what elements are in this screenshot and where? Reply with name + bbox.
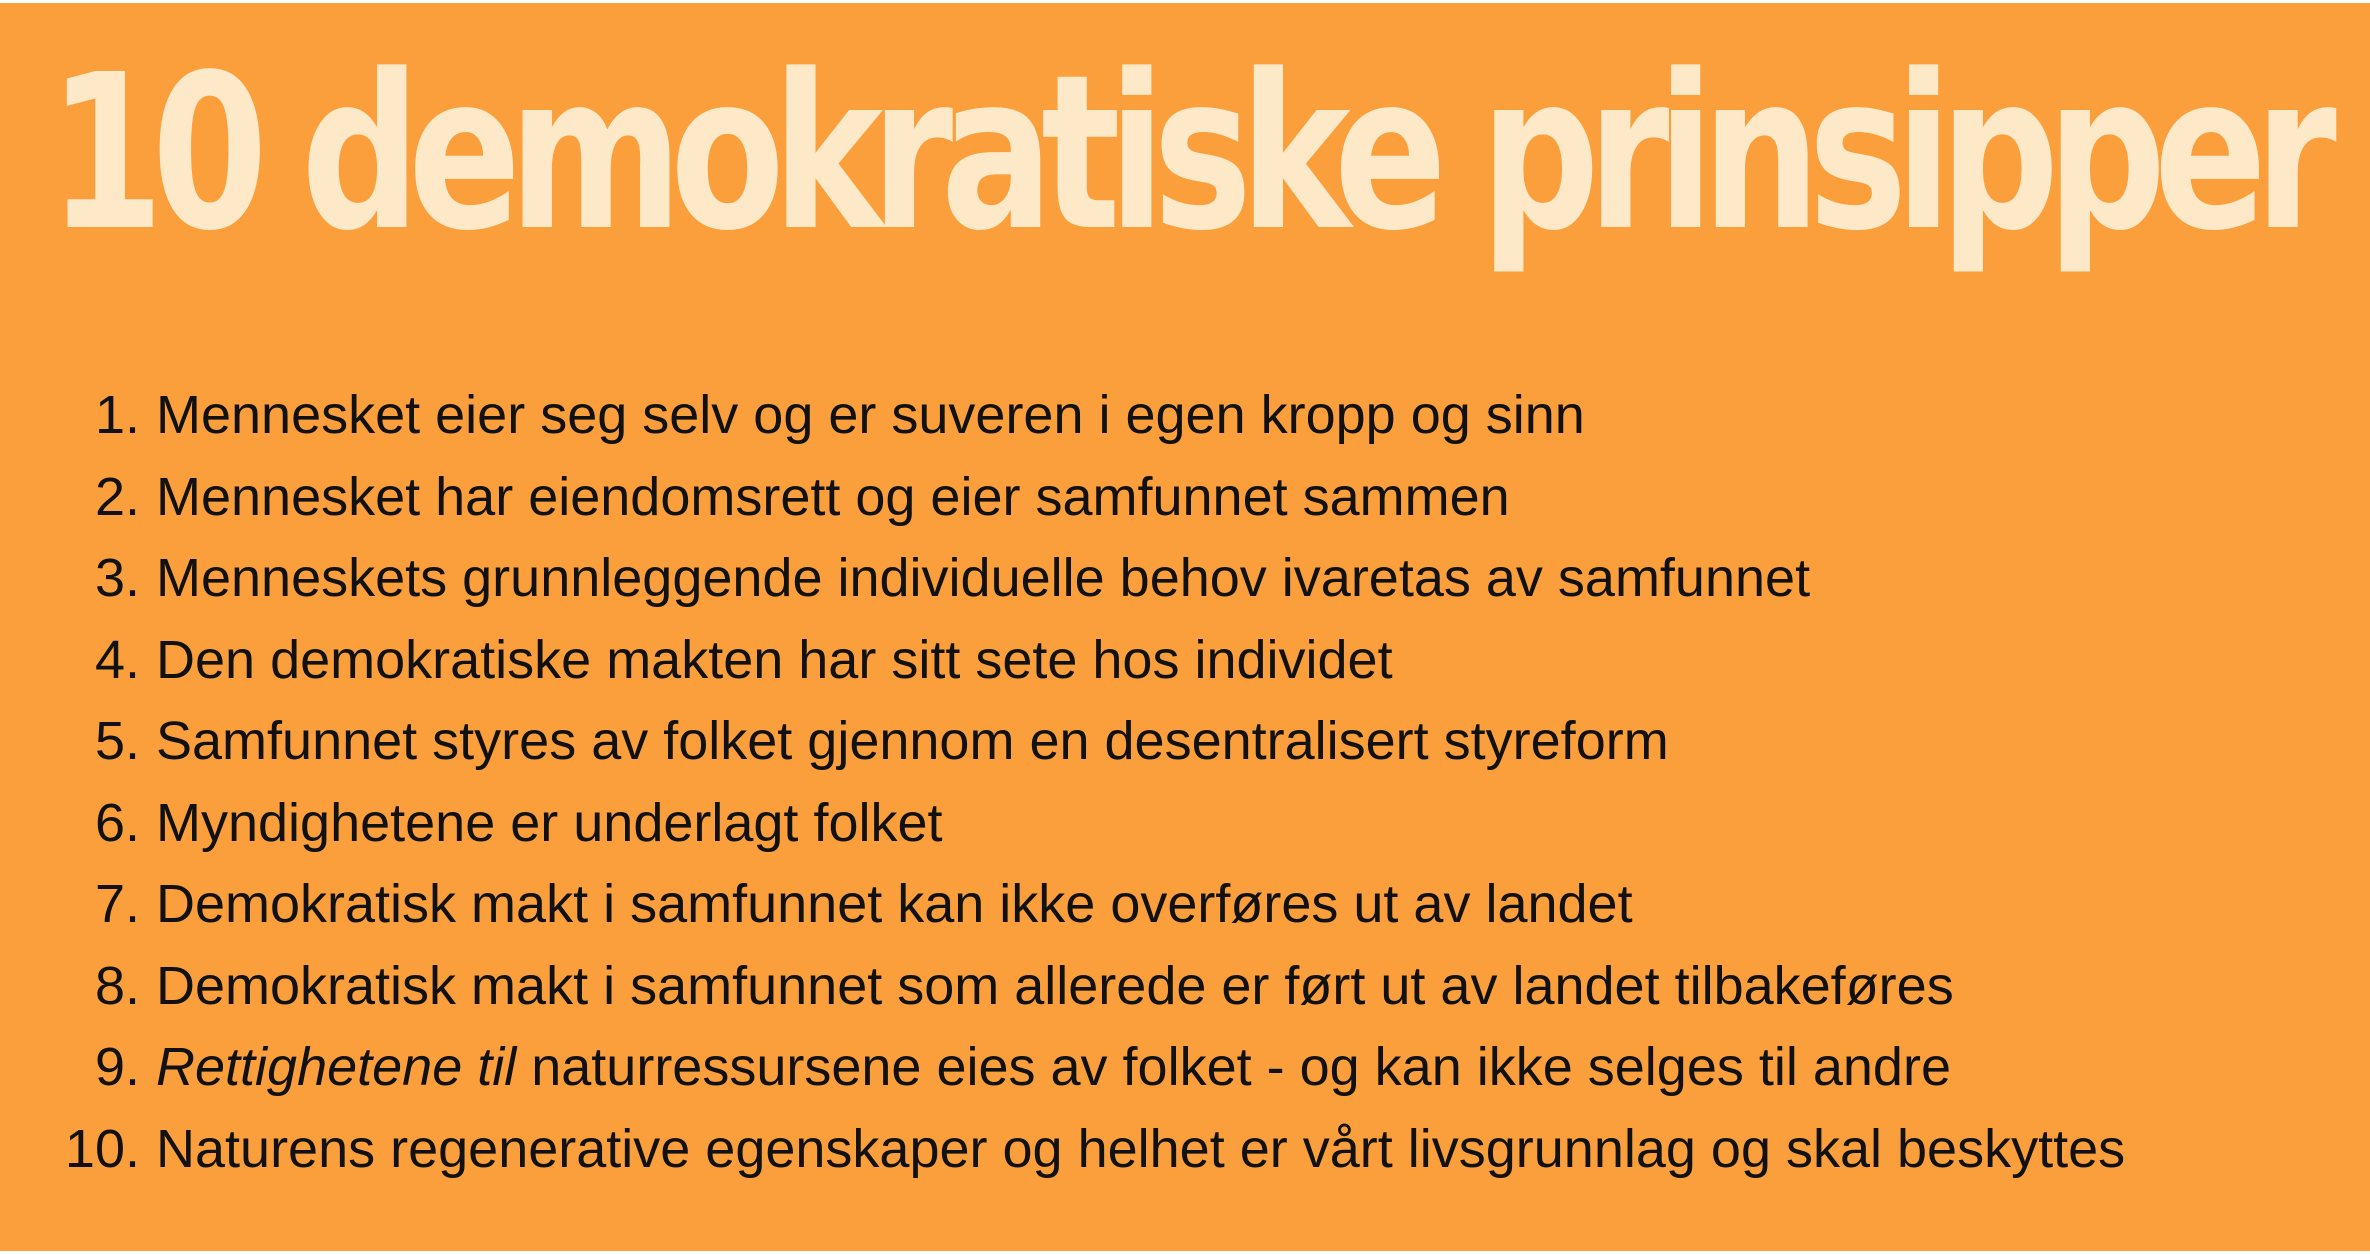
item-text [156,1027,1951,1109]
item-text: Mennesket har eiendomsrett og eier samfunnet sammen [156,466,1510,527]
item-text: Demokratisk makt i samfunnet kan ikke overføres ut av landet [156,874,1633,934]
item-text-rest: naturressursene eies av folket - og kan ikke selges til andre [516,1037,1951,1097]
item-number: 7. [94,874,140,934]
item-number: 3. [94,548,140,608]
item-text: Naturens regenerative egenskaper og helhet er vårt livsgrunnlag og skal beskyttes [156,1118,2126,1179]
poster-panel [0,3,2370,1251]
item-text: Myndighetene er underlagt folket [156,792,943,853]
item-text: Menneskets grunnleggende individuelle behov ivaretas av samfunnet [156,548,1811,608]
item-number: 5. [94,711,140,771]
item-number: 1. [94,385,140,445]
item-number: 4. [94,629,140,690]
item-number: 2. [94,466,140,527]
item-number: 9. [94,1037,140,1097]
item-text-italic: Rettighetene til [156,1037,517,1097]
item-text: Samfunnet styres av folket gjennom en desentralisert styreform [156,711,1669,771]
item-number: 8. [94,955,140,1016]
item-text: Den demokratiske makten har sitt sete hos individet [156,629,1393,690]
item-number: 10. [64,1118,140,1179]
page-title: 10 demokratiske prinsipper [48,29,2325,278]
item-text: Mennesket eier seg selv og er suveren i egen kropp og sinn [156,385,1585,445]
item-number: 6. [94,792,140,853]
item-text: Demokratisk makt i samfunnet som allerede er ført ut av landet tilbakeføres [156,955,1954,1016]
